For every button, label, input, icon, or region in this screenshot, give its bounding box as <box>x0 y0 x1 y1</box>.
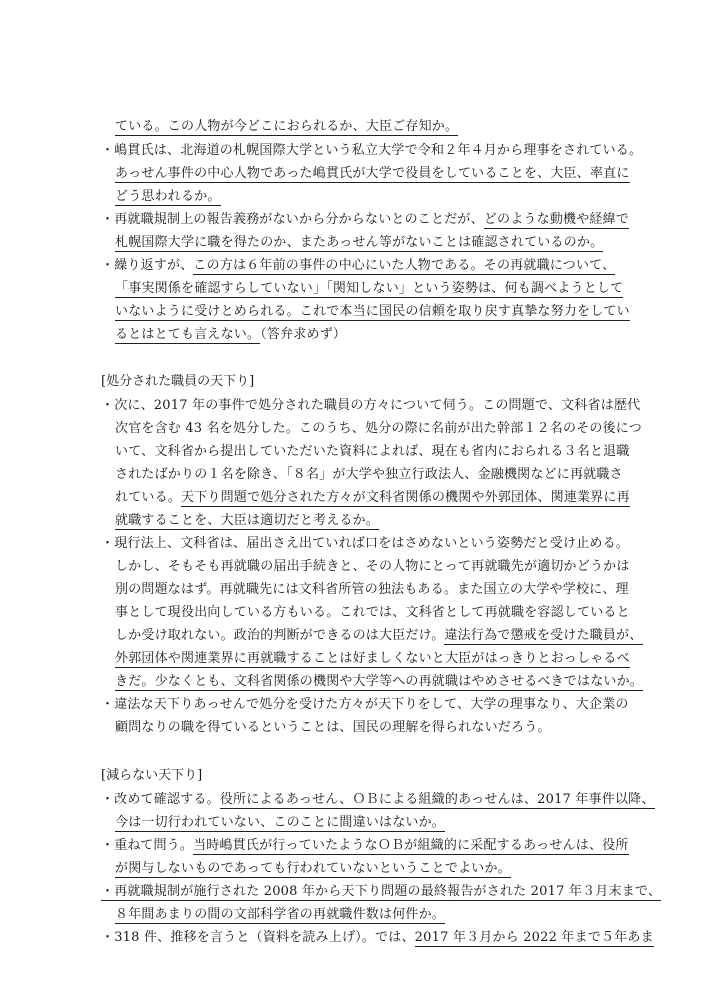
plain-text: いて、文科省から提出していただいた資料によれば、現在も省内におられる３名と退職 <box>115 444 630 459</box>
plain-text: 事として現役出向している方もいる。これでは、文科省として再就職を容認していると <box>115 605 630 620</box>
underlined-text: どう思われるか。 <box>115 189 221 204</box>
bullet-text: ・嶋貫氏は、北海道の札幌国際大学という私立大学で令和２年４月から理事をされている。 <box>101 143 643 158</box>
text-line <box>115 557 630 577</box>
underlined-text: ８年間あまりの間の文部科学省の再就職件数は何件か。 <box>115 907 446 922</box>
text-line <box>115 859 511 879</box>
underlined-text: 札幌国際大学に職を得たのか、またあっせん等がないことは確認されているのか。 <box>115 235 604 250</box>
bullet-line <box>101 695 629 715</box>
bullet-line <box>101 141 642 161</box>
text-line <box>115 419 642 439</box>
plain-text: 次官を含む 43 名を処分した。このうち、処分の際に名前が出た幹部１２名のその後につ <box>115 421 642 436</box>
plain-text: しかし、そもそも再就職の届出手続きと、その人物にとって再就職先が適切かどうかは <box>115 559 630 574</box>
bullet-text: ・再就職規制上の報告義務がないから分からないとのことだが、 <box>101 212 484 227</box>
text-line <box>115 233 603 253</box>
bullet-line <box>101 790 655 810</box>
text-line <box>115 580 629 600</box>
underlined-text: 役所によるあっせん、ＯＢによる組織的あっせんは、2017 年事件以降、 <box>219 792 655 807</box>
underlined-text: この方は６年前の事件の中心にいた人物である。その再就職について、 <box>193 258 616 273</box>
underlined-text: どのような動機や経緯で <box>483 212 630 227</box>
bullet-line <box>101 210 629 230</box>
plain-text: れている。 <box>115 490 182 505</box>
text-line <box>115 279 623 299</box>
bullet-line <box>101 534 629 554</box>
text-line <box>115 465 623 485</box>
bullet-line <box>101 256 615 276</box>
underlined-text: 違法行為で懲戒を受けた職員が、 <box>444 628 643 643</box>
bullet-text: ・318 件、推移を言うと（資料を読み上げ）。では、 <box>101 930 415 945</box>
underlined-text: るとはとても言えない。 <box>115 327 261 342</box>
text-line <box>115 626 643 646</box>
bullet-text: ・現行法上、文科省は、届出さえ出ていれば口をはさめないという姿勢だと受け止める。 <box>101 536 630 551</box>
plain-text: 別の問題なはず。再就職先には文科省所管の独法もある。また国立の大学や学校に、理 <box>115 582 629 597</box>
text-line <box>115 164 630 184</box>
underlined-text: 天下り問題で処分された方々が文科省関係の機関や外郭団体、関連業界に再 <box>181 490 630 505</box>
bullet-text: ・違法な天下りあっせんで処分を受けた方々が天下りをして、大学の理事なり、大企業の <box>101 697 629 712</box>
underlined-text: 2017 年３月から 2022 年まで５年あま <box>414 930 654 945</box>
bullet-line <box>101 396 640 416</box>
bullet-text: ・改めて確認する。 <box>101 792 220 807</box>
underlined-text: 当時嶋貫氏が行っていたようなＯＢが組織的に采配するあっせんは、役所 <box>193 838 629 853</box>
underlined-text: あっせん事件の中心人物であった嶋貫氏が大学で役員をしていることを、大臣、率直に <box>115 166 630 181</box>
underlined-text: ている。この人物が今どこにおられるか、大臣ご存知か。 <box>115 119 459 134</box>
text-line <box>115 603 630 623</box>
underlined-text: ・再就職規制が施行された 2008 年から天下り問題の最終報告がされた 2017 年３月末まで、 <box>101 884 662 899</box>
text-line <box>115 649 630 669</box>
bullet-line <box>101 836 629 856</box>
text-line <box>115 325 346 345</box>
underlined-text: きだ。少なくとも、文科省関係の機関や大学等への再就職はやめさせるべきではないか。 <box>115 674 644 689</box>
underlined-text: 就職することを、大臣は適切だと考えるか。 <box>115 513 380 528</box>
plain-text: されたばかりの１名を除き、「８名」が大学や独立行政法人、金融機関などに再就職さ <box>115 467 623 482</box>
plain-text: （答弁求めず） <box>260 327 347 342</box>
text-line <box>115 187 221 207</box>
underlined-text: が関与しないものであっても行われていないということでよいか。 <box>115 861 511 876</box>
plain-text: 顧問なりの職を得ているということは、国民の理解を得られないだろう。 <box>115 720 551 735</box>
text-line <box>115 488 630 508</box>
bullet-text: ・次に、2017 年の事件で処分された職員の方々について伺う。この問題で、文科省は歴代 <box>101 398 641 413</box>
underlined-text: 今は一切行われていない、このことに間違いはないか。 <box>115 815 446 830</box>
text-line <box>115 718 551 738</box>
underlined-text: 「事実関係を確認すらしていない」「関知しない」という姿勢は、何も調べようとして <box>115 281 624 296</box>
bullet-line <box>101 928 654 948</box>
underlined-text: 外郭団体や関連業界に再就職することは好ましくないと大臣がはっきりとおっしゃるべ <box>115 651 630 666</box>
plain-text: しか受け取れない。政治的判断ができるのは大臣だけ。 <box>115 628 445 643</box>
underlined-text: いないように受けとめられる。これで本当に国民の信頼を取り戻す真摯な努力をしてい <box>115 304 630 319</box>
text-line <box>115 117 458 137</box>
text-line <box>115 813 445 833</box>
text-line <box>115 905 445 925</box>
section-heading: [減らない天下り] <box>101 768 203 783</box>
text-line <box>115 672 643 692</box>
bullet-text: ・繰り返すが、 <box>101 258 194 273</box>
text-line <box>115 302 630 322</box>
bullet-text: ・重ねて問う。 <box>101 838 194 853</box>
text-line <box>115 442 630 462</box>
bullet-line <box>101 882 661 902</box>
text-line <box>115 511 379 531</box>
section-heading: [処分された職員の天下り] <box>101 374 255 389</box>
